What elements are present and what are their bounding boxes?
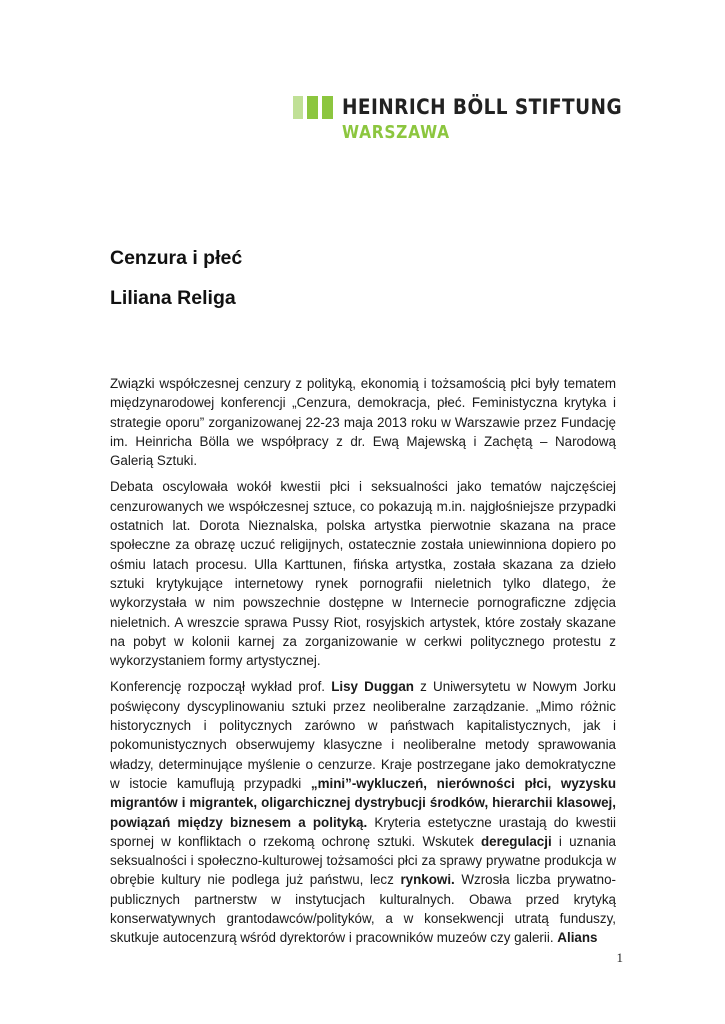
logo-name: HEINRICH BÖLL STIFTUNG (342, 95, 623, 120)
text-run: z Uniwersytetu w Nowym Jorku poświęcony dyscyplinowaniu sztuki przez neoliberalne zarządzanie. „Mimo różnic historycznych i politycznych zarówno w państwach kapitalistycznych, jak i pokomunistycznych obserwujemy klasyczne i neoliberalne metody sprawowania władzy, determinujące myślenie o cenzurze. Kraje postrzegane jako demokratyczne w istocie kamuflują przypadki (110, 679, 616, 791)
bold-run: Alians (557, 930, 598, 946)
paragraph-debate: Debata oscylowała wokół kwestii płci i seksualności jako tematów najczęściej cenzurowanych we współczesnej sztuce, co pokazują m.in. najgłośniejsze przypadki ostatnich lat. Dorota Nieznalska, polska artystka pierwotnie skazana na prace społeczne za obrazę uczuć religijnych, ostatecznie została uniewinniona dopiero po ośmiu latach procesu. Ulla Karttunen, fińska artystka, została skazana za dzieło sztuki krytykujące internetowy rynek pornografii nieletnich tylko dlatego, że wykorzystała w nim powszechnie dostępne w Internecie pornograficzne zdjęcia nieletnich. A wreszcie sprawa Pussy Riot, rosyjskich artystek, które zostały skazane na pobyt w kolonii karnej za zorganizowanie w cerkwi politycznego protestu z wykorzystaniem formy artystycznej. (110, 479, 616, 669)
paragraph-lecture (110, 677, 616, 947)
logo-bar (322, 96, 333, 119)
bold-run: deregulacji (481, 833, 552, 849)
text-run: Kryteria estetyczne urastają do kwestii spornej w konfliktach o rzekomą ochronę sztuki. Wskutek (110, 814, 616, 849)
document-body (110, 374, 616, 955)
logo-city: WARSZAWA (342, 122, 450, 143)
heinrich-boll-logo (293, 94, 623, 144)
logo-bars-icon (293, 96, 333, 119)
text-run: Konferencję rozpoczął wykład prof. (110, 679, 332, 695)
bold-run: Lisy Duggan (331, 679, 414, 695)
paragraph-intro: Związki współczesnej cenzury z polityką, ekonomią i tożsamością płci były tematem międzynarodowej konferencji „Cenzura, demokracja, płeć. Feministyczna krytyka i strategie oporu” zorganizowanej 22-23 maja 2013 roku w Warszawie przez Fundację im. Heinricha Bölla we współpracy z dr. Ewą Majewską i Zachętą – Narodową Galerią Sztuki. (110, 376, 616, 469)
document-author: Liliana Religa (110, 287, 236, 309)
text-run: i uznania seksualności i społeczno-kulturowej tożsamości płci za sprawy prywatne produkcja w obrębie kultury nie podlega już państwu, lecz (110, 833, 617, 888)
bold-run: „mini”-wykluczeń, nierówności płci, wyzysku migrantów i migrantek, oligarchicznej dystrybucji środków, hierarchii klasowej, powiązań między biznesem a polityką. (110, 775, 616, 830)
text-run: Wzrosła liczba prywatno-publicznych partnerstw w instytucjach kulturalnych. Obawa przed krytyką konserwatywnych grantodawców/polityków, a w konsekwencji utratą funduszy, skutkuje autocenzurą wśród dyrektorów i pracowników muzeów czy galerii. (110, 872, 616, 946)
bold-run: rynkowi. (400, 872, 455, 888)
logo-bar (307, 96, 318, 119)
document-title: Cenzura i płeć (110, 247, 243, 269)
page-number: 1 (616, 950, 623, 965)
logo-bar (293, 96, 303, 119)
